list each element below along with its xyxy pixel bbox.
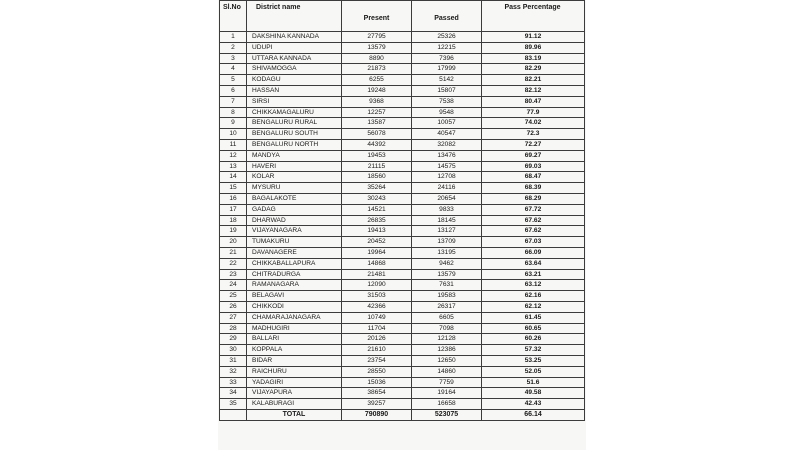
percentage-cell: 57.32	[482, 345, 585, 356]
sl-no-cell: 11	[220, 139, 247, 150]
district-cell: BAGALAKOTE	[247, 193, 342, 204]
passed-cell: 26317	[412, 301, 482, 312]
present-cell: 19413	[342, 226, 412, 237]
present-cell: 38654	[342, 388, 412, 399]
table-row	[220, 247, 585, 258]
present-cell: 13587	[342, 118, 412, 129]
district-cell: MYSURU	[247, 183, 342, 194]
sl-no-cell: 31	[220, 355, 247, 366]
present-cell: 28550	[342, 366, 412, 377]
sl-no-cell: 7	[220, 96, 247, 107]
present-cell: 26835	[342, 215, 412, 226]
sl-no-cell: 1	[220, 32, 247, 43]
percentage-cell: 52.05	[482, 366, 585, 377]
present-cell: 18560	[342, 172, 412, 183]
present-cell: 12257	[342, 107, 412, 118]
district-cell: RAICHURU	[247, 366, 342, 377]
district-cell: GADAG	[247, 204, 342, 215]
sl-no-cell: 35	[220, 399, 247, 410]
present-cell: 15036	[342, 377, 412, 388]
table-row	[220, 183, 585, 194]
sl-no-cell: 9	[220, 118, 247, 129]
passed-cell: 12650	[412, 355, 482, 366]
passed-cell: 24116	[412, 183, 482, 194]
table-row	[220, 399, 585, 410]
sl-no-cell: 16	[220, 193, 247, 204]
percentage-cell: 63.21	[482, 269, 585, 280]
table-row	[220, 161, 585, 172]
sl-no-cell: 12	[220, 150, 247, 161]
district-cell: CHAMARAJANAGARA	[247, 312, 342, 323]
percentage-cell: 51.6	[482, 377, 585, 388]
total-percentage: 66.14	[482, 409, 585, 420]
percentage-cell: 91.12	[482, 32, 585, 43]
district-cell: TUMAKURU	[247, 237, 342, 248]
table-row	[220, 377, 585, 388]
district-cell: MANDYA	[247, 150, 342, 161]
present-cell: 23754	[342, 355, 412, 366]
present-cell: 19453	[342, 150, 412, 161]
table-row	[220, 32, 585, 43]
table-row	[220, 64, 585, 75]
district-cell: KOPPALA	[247, 345, 342, 356]
district-cell: BALLARI	[247, 334, 342, 345]
district-cell: DAKSHINA KANNADA	[247, 32, 342, 43]
table-row	[220, 355, 585, 366]
percentage-cell: 62.16	[482, 291, 585, 302]
table-row	[220, 237, 585, 248]
table-row	[220, 75, 585, 86]
table-row	[220, 269, 585, 280]
district-cell: CHIKKAMAGALURU	[247, 107, 342, 118]
table-row	[220, 85, 585, 96]
present-cell: 20452	[342, 237, 412, 248]
district-cell: SIRSI	[247, 96, 342, 107]
present-cell: 27795	[342, 32, 412, 43]
passed-cell: 12215	[412, 42, 482, 53]
district-cell: SHIVAMOGGA	[247, 64, 342, 75]
district-cell: KOLAR	[247, 172, 342, 183]
district-cell: KODAGU	[247, 75, 342, 86]
percentage-cell: 67.62	[482, 215, 585, 226]
passed-cell: 13579	[412, 269, 482, 280]
sl-no-cell: 5	[220, 75, 247, 86]
header-passed: Passed	[412, 1, 482, 32]
table-row	[220, 193, 585, 204]
percentage-cell: 66.09	[482, 247, 585, 258]
district-cell: BENGALURU RURAL	[247, 118, 342, 129]
header-district: District name	[247, 1, 342, 32]
district-cell: BELAGAVI	[247, 291, 342, 302]
percentage-cell: 82.12	[482, 85, 585, 96]
sl-no-cell: 23	[220, 269, 247, 280]
table-row	[220, 226, 585, 237]
district-cell: CHIKKODI	[247, 301, 342, 312]
percentage-cell: 63.64	[482, 258, 585, 269]
sl-no-cell: 32	[220, 366, 247, 377]
district-cell: VIJAYANAGARA	[247, 226, 342, 237]
table-row	[220, 215, 585, 226]
sl-no-cell: 21	[220, 247, 247, 258]
present-cell: 30243	[342, 193, 412, 204]
sl-no-cell: 18	[220, 215, 247, 226]
passed-cell: 12386	[412, 345, 482, 356]
present-cell: 14868	[342, 258, 412, 269]
percentage-cell: 53.25	[482, 355, 585, 366]
present-cell: 44392	[342, 139, 412, 150]
percentage-cell: 61.45	[482, 312, 585, 323]
table-row	[220, 204, 585, 215]
table-row	[220, 129, 585, 140]
sl-no-cell: 2	[220, 42, 247, 53]
passed-cell: 7396	[412, 53, 482, 64]
passed-cell: 25326	[412, 32, 482, 43]
sl-no-cell: 29	[220, 334, 247, 345]
sl-no-cell: 24	[220, 280, 247, 291]
table-row	[220, 53, 585, 64]
percentage-cell: 42.43	[482, 399, 585, 410]
present-cell: 21481	[342, 269, 412, 280]
table-row	[220, 323, 585, 334]
table-row	[220, 172, 585, 183]
table-row	[220, 388, 585, 399]
passed-cell: 32082	[412, 139, 482, 150]
percentage-cell: 60.65	[482, 323, 585, 334]
total-blank-cell	[220, 409, 247, 420]
table-body	[220, 32, 585, 410]
present-cell: 56078	[342, 129, 412, 140]
present-cell: 10749	[342, 312, 412, 323]
passed-cell: 19583	[412, 291, 482, 302]
header-pass-percentage: Pass Percentage	[482, 1, 585, 32]
sl-no-cell: 20	[220, 237, 247, 248]
passed-cell: 9833	[412, 204, 482, 215]
sl-no-cell: 26	[220, 301, 247, 312]
passed-cell: 9548	[412, 107, 482, 118]
percentage-cell: 63.12	[482, 280, 585, 291]
passed-cell: 14860	[412, 366, 482, 377]
present-cell: 39257	[342, 399, 412, 410]
percentage-cell: 82.21	[482, 75, 585, 86]
sl-no-cell: 33	[220, 377, 247, 388]
present-cell: 8890	[342, 53, 412, 64]
percentage-cell: 72.3	[482, 129, 585, 140]
present-cell: 21610	[342, 345, 412, 356]
table-row	[220, 312, 585, 323]
header-present: Present	[342, 1, 412, 32]
sl-no-cell: 28	[220, 323, 247, 334]
passed-cell: 13195	[412, 247, 482, 258]
present-cell: 11704	[342, 323, 412, 334]
district-cell: DHARWAD	[247, 215, 342, 226]
sl-no-cell: 8	[220, 107, 247, 118]
passed-cell: 6605	[412, 312, 482, 323]
table-row	[220, 139, 585, 150]
passed-cell: 19164	[412, 388, 482, 399]
table-row	[220, 258, 585, 269]
table-row	[220, 291, 585, 302]
percentage-cell: 68.39	[482, 183, 585, 194]
passed-cell: 9462	[412, 258, 482, 269]
sl-no-cell: 30	[220, 345, 247, 356]
percentage-cell: 77.9	[482, 107, 585, 118]
present-cell: 9368	[342, 96, 412, 107]
district-cell: VIJAYAPURA	[247, 388, 342, 399]
present-cell: 35264	[342, 183, 412, 194]
percentage-cell: 60.26	[482, 334, 585, 345]
sl-no-cell: 4	[220, 64, 247, 75]
table-row	[220, 150, 585, 161]
table-header-row	[220, 1, 585, 32]
present-cell: 42366	[342, 301, 412, 312]
results-table	[219, 0, 585, 421]
present-cell: 13579	[342, 42, 412, 53]
percentage-cell: 68.47	[482, 172, 585, 183]
passed-cell: 18145	[412, 215, 482, 226]
present-cell: 31503	[342, 291, 412, 302]
passed-cell: 14575	[412, 161, 482, 172]
table-row	[220, 118, 585, 129]
passed-cell: 40547	[412, 129, 482, 140]
percentage-cell: 67.62	[482, 226, 585, 237]
sl-no-cell: 3	[220, 53, 247, 64]
district-cell: YADAGIRI	[247, 377, 342, 388]
header-sl-no: Sl.No	[220, 1, 247, 32]
present-cell: 21873	[342, 64, 412, 75]
passed-cell: 13127	[412, 226, 482, 237]
passed-cell: 15807	[412, 85, 482, 96]
district-cell: RAMANAGARA	[247, 280, 342, 291]
table-row	[220, 280, 585, 291]
present-cell: 6255	[342, 75, 412, 86]
passed-cell: 17999	[412, 64, 482, 75]
present-cell: 14521	[342, 204, 412, 215]
sl-no-cell: 27	[220, 312, 247, 323]
passed-cell: 7759	[412, 377, 482, 388]
passed-cell: 5142	[412, 75, 482, 86]
passed-cell: 12708	[412, 172, 482, 183]
sl-no-cell: 15	[220, 183, 247, 194]
sl-no-cell: 19	[220, 226, 247, 237]
table-row	[220, 366, 585, 377]
district-cell: BENGALURU SOUTH	[247, 129, 342, 140]
percentage-cell: 80.47	[482, 96, 585, 107]
sl-no-cell: 34	[220, 388, 247, 399]
passed-cell: 16658	[412, 399, 482, 410]
present-cell: 19248	[342, 85, 412, 96]
table-row	[220, 301, 585, 312]
sl-no-cell: 17	[220, 204, 247, 215]
percentage-cell: 89.96	[482, 42, 585, 53]
percentage-cell: 68.29	[482, 193, 585, 204]
passed-cell: 20654	[412, 193, 482, 204]
district-cell: HASSAN	[247, 85, 342, 96]
present-cell: 12090	[342, 280, 412, 291]
percentage-cell: 67.03	[482, 237, 585, 248]
district-cell: KALABURAGI	[247, 399, 342, 410]
percentage-cell: 62.12	[482, 301, 585, 312]
percentage-cell: 72.27	[482, 139, 585, 150]
percentage-cell: 49.58	[482, 388, 585, 399]
district-cell: HAVERI	[247, 161, 342, 172]
total-label: TOTAL	[247, 409, 342, 420]
total-present: 790890	[342, 409, 412, 420]
percentage-cell: 82.29	[482, 64, 585, 75]
present-cell: 19964	[342, 247, 412, 258]
percentage-cell: 69.03	[482, 161, 585, 172]
sl-no-cell: 22	[220, 258, 247, 269]
district-cell: BENGALURU NORTH	[247, 139, 342, 150]
sl-no-cell: 13	[220, 161, 247, 172]
total-row	[220, 409, 585, 420]
passed-cell: 10057	[412, 118, 482, 129]
district-cell: BIDAR	[247, 355, 342, 366]
table-row	[220, 107, 585, 118]
table-row	[220, 334, 585, 345]
table-row	[220, 42, 585, 53]
percentage-cell: 74.02	[482, 118, 585, 129]
percentage-cell: 67.72	[482, 204, 585, 215]
passed-cell: 13476	[412, 150, 482, 161]
passed-cell: 12128	[412, 334, 482, 345]
district-cell: DAVANAGERE	[247, 247, 342, 258]
present-cell: 21115	[342, 161, 412, 172]
sl-no-cell: 10	[220, 129, 247, 140]
total-passed: 523075	[412, 409, 482, 420]
sl-no-cell: 6	[220, 85, 247, 96]
percentage-cell: 83.19	[482, 53, 585, 64]
district-cell: MADHUGIRI	[247, 323, 342, 334]
passed-cell: 7631	[412, 280, 482, 291]
passed-cell: 7098	[412, 323, 482, 334]
percentage-cell: 69.27	[482, 150, 585, 161]
district-cell: CHITRADURGA	[247, 269, 342, 280]
district-cell: UTTARA KANNADA	[247, 53, 342, 64]
present-cell: 20126	[342, 334, 412, 345]
district-cell: CHIKKABALLAPURA	[247, 258, 342, 269]
table-row	[220, 345, 585, 356]
district-cell: UDUPI	[247, 42, 342, 53]
sl-no-cell: 14	[220, 172, 247, 183]
sl-no-cell: 25	[220, 291, 247, 302]
table-row	[220, 96, 585, 107]
passed-cell: 13709	[412, 237, 482, 248]
passed-cell: 7538	[412, 96, 482, 107]
